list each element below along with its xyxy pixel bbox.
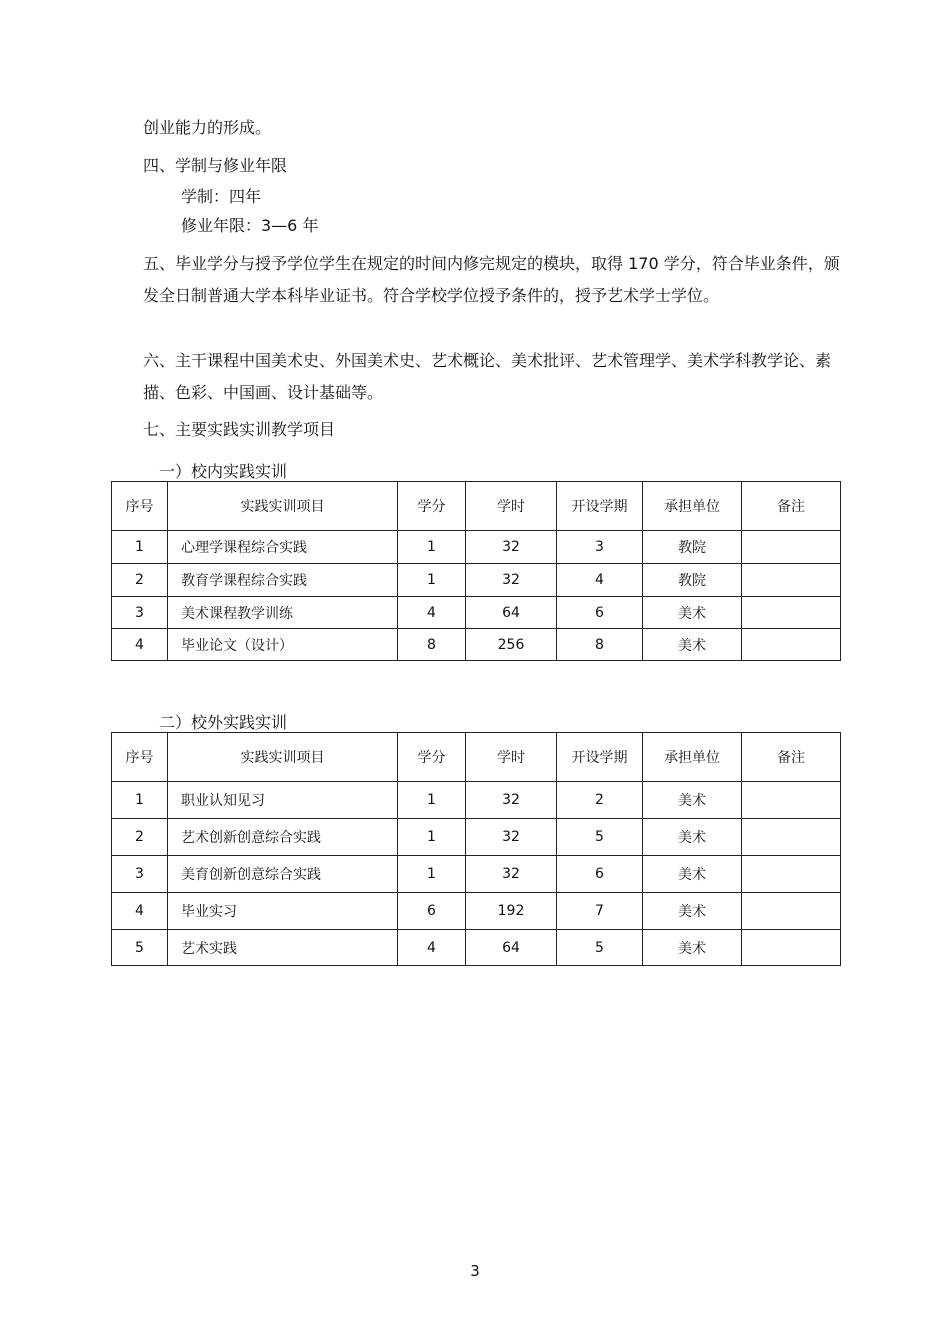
cell: 32 (466, 564, 557, 597)
cell (742, 893, 841, 930)
table-external-training (111, 732, 841, 966)
cell: 32 (466, 819, 557, 856)
cell: 1 (398, 819, 466, 856)
cell: 1 (398, 782, 466, 819)
cell (742, 629, 841, 661)
cell: 美术 (643, 629, 742, 661)
cell: 64 (466, 597, 557, 629)
cell: 美术 (643, 930, 742, 966)
cell: 192 (466, 893, 557, 930)
header-cell: 承担单位 (643, 733, 742, 782)
cell: 8 (557, 629, 643, 661)
header-cell: 序号 (112, 482, 168, 531)
cell: 256 (466, 629, 557, 661)
cell: 32 (466, 856, 557, 893)
cell: 2 (112, 564, 168, 597)
cell: 5 (112, 930, 168, 966)
cell: 1 (112, 782, 168, 819)
cell: 美术 (643, 597, 742, 629)
header-cell: 开设学期 (557, 733, 643, 782)
cell: 7 (557, 893, 643, 930)
header-cell: 承担单位 (643, 482, 742, 531)
cell: 美术 (643, 893, 742, 930)
text-line-1: 创业能力的形成。 (143, 118, 272, 137)
header-cell: 学时 (466, 733, 557, 782)
table1-title: 一）校内实践实训 (159, 462, 288, 481)
cell (742, 819, 841, 856)
cell: 4 (557, 564, 643, 597)
table-row (112, 856, 841, 893)
cell (742, 564, 841, 597)
table-row (112, 782, 841, 819)
table-row (112, 819, 841, 856)
cell: 心理学课程综合实践 (168, 531, 398, 564)
cell (742, 782, 841, 819)
section-heading-7: 七、主要实践实训教学项目 (143, 420, 336, 439)
header-cell: 学分 (398, 733, 466, 782)
header-cell: 备注 (742, 733, 841, 782)
cell: 美术 (643, 782, 742, 819)
cell: 毕业实习 (168, 893, 398, 930)
cell: 5 (557, 819, 643, 856)
table2-title: 二）校外实践实训 (159, 713, 288, 732)
cell: 毕业论文（设计） (168, 629, 398, 661)
cell: 4 (112, 629, 168, 661)
cell (742, 597, 841, 629)
cell: 1 (398, 531, 466, 564)
cell: 64 (466, 930, 557, 966)
table-row (112, 930, 841, 966)
header-cell: 开设学期 (557, 482, 643, 531)
cell (742, 856, 841, 893)
cell: 32 (466, 782, 557, 819)
table-header-row (112, 733, 841, 782)
cell: 教院 (643, 564, 742, 597)
cell: 美术课程教学训练 (168, 597, 398, 629)
cell: 3 (557, 531, 643, 564)
cell: 3 (112, 597, 168, 629)
cell: 6 (557, 856, 643, 893)
cell: 4 (112, 893, 168, 930)
cell: 6 (557, 597, 643, 629)
cell: 5 (557, 930, 643, 966)
cell: 职业认知见习 (168, 782, 398, 819)
cell: 4 (398, 930, 466, 966)
cell: 6 (398, 893, 466, 930)
header-cell: 实践实训项目 (168, 733, 398, 782)
cell: 2 (557, 782, 643, 819)
table-header-row (112, 482, 841, 531)
cell: 教育学课程综合实践 (168, 564, 398, 597)
cell (742, 930, 841, 966)
cell: 艺术创新创意综合实践 (168, 819, 398, 856)
cell: 8 (398, 629, 466, 661)
table-row (112, 893, 841, 930)
header-cell: 学分 (398, 482, 466, 531)
text-duration: 学制：四年 (181, 187, 262, 206)
header-cell: 实践实训项目 (168, 482, 398, 531)
table-row (112, 531, 841, 564)
table-row (112, 564, 841, 597)
cell: 艺术实践 (168, 930, 398, 966)
cell: 1 (398, 856, 466, 893)
cell (742, 531, 841, 564)
cell: 3 (112, 856, 168, 893)
cell: 2 (112, 819, 168, 856)
header-cell: 备注 (742, 482, 841, 531)
header-cell: 序号 (112, 733, 168, 782)
table-row (112, 629, 841, 661)
cell: 32 (466, 531, 557, 564)
section-heading-4: 四、学制与修业年限 (143, 156, 288, 175)
cell: 教院 (643, 531, 742, 564)
header-cell: 学时 (466, 482, 557, 531)
paragraph-6: 六、主干课程中国美术史、外国美术史、艺术概论、美术批评、艺术管理学、美术学科教学论、素描、色彩、中国画、设计基础等。 (143, 351, 832, 402)
cell: 美术 (643, 856, 742, 893)
cell: 4 (398, 597, 466, 629)
text-study-years: 修业年限：3—6 年 (181, 216, 319, 235)
table-internal-training (111, 481, 841, 661)
page-number: 3 (470, 1262, 480, 1280)
paragraph-5: 五、毕业学分与授予学位学生在规定的时间内修完规定的模块，取得 170 学分，符合毕业条件，颁发全日制普通大学本科毕业证书。符合学校学位授予条件的，授予艺术学士学位。 (143, 254, 840, 305)
table-row (112, 597, 841, 629)
cell: 1 (398, 564, 466, 597)
cell: 美育创新创意综合实践 (168, 856, 398, 893)
cell: 1 (112, 531, 168, 564)
cell: 美术 (643, 819, 742, 856)
